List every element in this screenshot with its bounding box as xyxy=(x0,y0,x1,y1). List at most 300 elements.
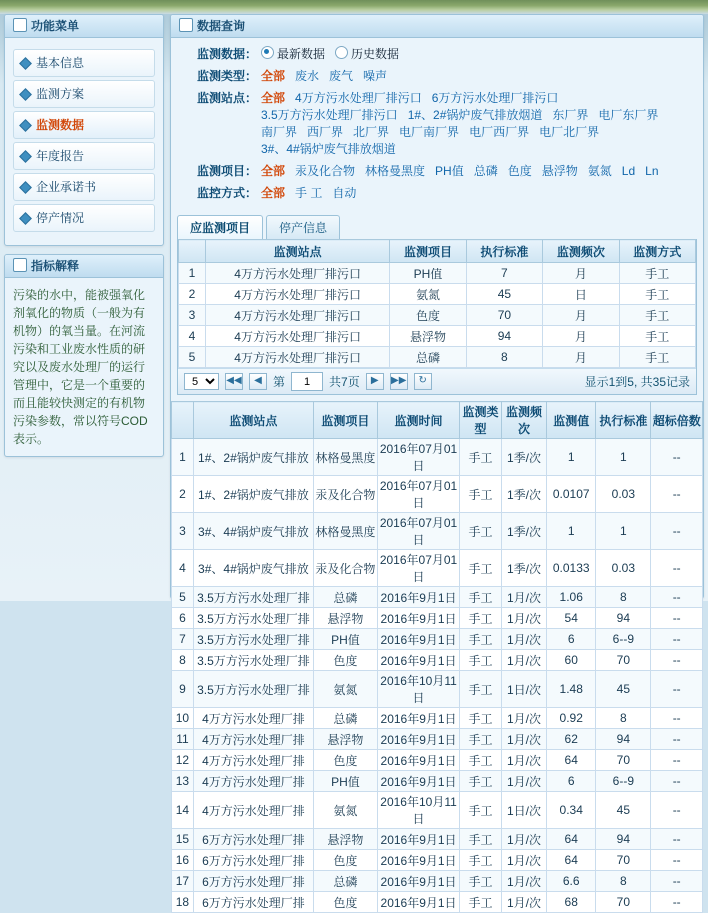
sidebar-item-2[interactable] xyxy=(13,111,155,139)
table-cell: 2016年10月11日 xyxy=(377,671,459,708)
table-cell: 汞及化合物 xyxy=(313,550,377,587)
table-cell: 7 xyxy=(466,263,542,284)
table-cell: 2016年07月01日 xyxy=(377,513,459,550)
page-title: 数据查询 xyxy=(197,19,246,33)
query-option-3-4[interactable]: 总磷 xyxy=(473,164,498,178)
table-cell: 4 xyxy=(179,326,206,347)
table-cell: 氨氮 xyxy=(390,284,466,305)
table-cell: -- xyxy=(651,650,703,671)
column-header: 执行标准 xyxy=(596,402,651,439)
table-row[interactable] xyxy=(172,671,703,708)
column-header: 监测项目 xyxy=(313,402,377,439)
table-cell: 1月/次 xyxy=(501,729,546,750)
table-cell: -- xyxy=(651,671,703,708)
table-cell: 总磷 xyxy=(390,347,466,368)
table-cell: -- xyxy=(651,708,703,729)
table-cell: 3.5万方污水处理厂排 xyxy=(193,650,313,671)
sidebar-item-label: 基本信息 xyxy=(36,56,85,70)
table-cell: PH值 xyxy=(390,263,466,284)
table-cell: 汞及化合物 xyxy=(313,476,377,513)
table-cell: 手工 xyxy=(460,476,502,513)
query-option-2-3[interactable]: 3.5万方污水处理厂排污口 xyxy=(261,108,398,122)
table-cell: 45 xyxy=(466,284,542,305)
sidebar-item-5[interactable] xyxy=(13,204,155,232)
table-cell: 手工 xyxy=(460,708,502,729)
table-cell: -- xyxy=(651,829,703,850)
query-option-2-4[interactable]: 1#、2#锅炉废气排放烟道 xyxy=(407,108,543,122)
table-cell: 60 xyxy=(547,650,596,671)
radio-icon[interactable] xyxy=(335,46,348,59)
column-header xyxy=(179,240,206,263)
table-row[interactable] xyxy=(172,476,703,513)
query-option-2-0[interactable]: 全部 xyxy=(261,91,286,105)
table-cell: 70 xyxy=(596,892,651,913)
query-option-2-12[interactable]: 电厂北厂界 xyxy=(539,125,600,139)
table-cell: 色度 xyxy=(390,305,466,326)
table-row[interactable] xyxy=(179,347,696,368)
table-cell: 2016年9月1日 xyxy=(377,608,459,629)
table-cell: 70 xyxy=(466,305,542,326)
diamond-icon xyxy=(19,212,32,225)
table-cell: 94 xyxy=(596,608,651,629)
menu-icon xyxy=(13,18,27,32)
query-row-2 xyxy=(181,90,693,158)
table-cell: PH值 xyxy=(313,771,377,792)
table-cell: 日 xyxy=(543,284,619,305)
table-cell: 总磷 xyxy=(313,708,377,729)
first-page-button[interactable]: ◀◀ xyxy=(225,373,243,390)
table-row[interactable] xyxy=(172,650,703,671)
diamond-icon xyxy=(19,119,32,132)
table-cell: -- xyxy=(651,608,703,629)
table-cell: 0.0107 xyxy=(547,476,596,513)
table-cell: 15 xyxy=(172,829,194,850)
table-cell: 70 xyxy=(596,850,651,871)
table-cell: 6万方污水处理厂排 xyxy=(193,892,313,913)
table-cell: 6 xyxy=(172,608,194,629)
table-cell: 1季/次 xyxy=(501,550,546,587)
table-row[interactable] xyxy=(179,263,696,284)
sidebar-item-label: 监测数据 xyxy=(36,118,85,132)
query-option-2-7[interactable]: 南厂界 xyxy=(261,125,298,139)
table-cell: 1月/次 xyxy=(501,587,546,608)
table-cell: 总磷 xyxy=(313,587,377,608)
table-row[interactable] xyxy=(179,326,696,347)
data-query-panel xyxy=(170,14,704,910)
table-cell: 悬浮物 xyxy=(390,326,466,347)
sidebar-item-0[interactable] xyxy=(13,49,155,77)
upper-table-pager xyxy=(178,368,696,394)
table-cell: 3#、4#锅炉废气排放 xyxy=(193,550,313,587)
query-option-3-3[interactable]: PH值 xyxy=(435,164,464,178)
table-cell: 手工 xyxy=(460,671,502,708)
table-cell: 2 xyxy=(172,476,194,513)
table-row[interactable] xyxy=(172,550,703,587)
table-cell: 0.03 xyxy=(596,476,651,513)
query-option-4-0[interactable]: 全部 xyxy=(261,186,286,200)
table-cell: 4万方污水处理厂排污口 xyxy=(206,263,390,284)
table-cell: 2016年9月1日 xyxy=(377,829,459,850)
table-cell: 1 xyxy=(172,439,194,476)
query-filter-form xyxy=(171,38,703,213)
table-row[interactable] xyxy=(172,439,703,476)
table-row[interactable] xyxy=(172,771,703,792)
table-cell: 1月/次 xyxy=(501,629,546,650)
table-cell: 70 xyxy=(596,650,651,671)
table-cell: 0.03 xyxy=(596,550,651,587)
column-header: 监测站点 xyxy=(206,240,390,263)
query-row-label: 监测站点： xyxy=(196,91,257,105)
column-header: 执行标准 xyxy=(466,240,542,263)
table-cell: -- xyxy=(651,750,703,771)
query-option-3-7[interactable]: 氨氮 xyxy=(587,164,612,178)
function-menu-title: 功能菜单 xyxy=(31,19,80,33)
table-cell: 11 xyxy=(172,729,194,750)
table-cell: 64 xyxy=(547,829,596,850)
query-row-4 xyxy=(181,185,693,202)
monitoring-items-table xyxy=(178,239,696,368)
query-option-label: 最新数据 xyxy=(277,47,326,61)
table-cell: 悬浮物 xyxy=(313,608,377,629)
table-row[interactable] xyxy=(172,750,703,771)
column-header: 超标倍数 xyxy=(651,402,703,439)
column-header xyxy=(172,402,194,439)
prev-page-button[interactable]: ◀ xyxy=(249,373,267,390)
table-cell: 手工 xyxy=(460,650,502,671)
table-cell: 4万方污水处理厂排 xyxy=(193,792,313,829)
table-cell: 8 xyxy=(172,650,194,671)
sidebar-item-1[interactable] xyxy=(13,80,155,108)
table-row[interactable] xyxy=(179,305,696,326)
table-cell: 5 xyxy=(172,587,194,608)
table-cell: 16 xyxy=(172,850,194,871)
table-cell: 1日/次 xyxy=(501,671,546,708)
table-cell: -- xyxy=(651,587,703,608)
total-pages-label: 共7页 xyxy=(329,375,360,389)
tab-0[interactable]: 应监测项目 xyxy=(177,215,263,239)
query-option-2-6[interactable]: 电厂东厂界 xyxy=(598,108,659,122)
table-cell: 林格曼黑度 xyxy=(313,513,377,550)
table-cell: 手工 xyxy=(619,347,695,368)
decorative-banner xyxy=(0,0,708,14)
column-header: 监测频次 xyxy=(543,240,619,263)
table-cell: 手工 xyxy=(460,550,502,587)
record-summary: 显示1到5, 共35记录 xyxy=(584,375,690,389)
sidebar-item-4[interactable] xyxy=(13,173,155,201)
table-cell: 4万方污水处理厂排 xyxy=(193,729,313,750)
table-cell: 4万方污水处理厂排 xyxy=(193,771,313,792)
query-option-2-13[interactable]: 3#、4#锅炉废气排放烟道 xyxy=(261,142,396,156)
query-row-label: 监测数据： xyxy=(196,47,257,61)
table-row[interactable] xyxy=(172,792,703,829)
query-option-1-0[interactable]: 全部 xyxy=(261,69,286,83)
sidebar-item-3[interactable] xyxy=(13,142,155,170)
query-option-2-9[interactable]: 北厂界 xyxy=(353,125,390,139)
table-cell: 2016年9月1日 xyxy=(377,871,459,892)
tab-bar xyxy=(171,213,703,239)
query-option-1-3[interactable]: 噪声 xyxy=(363,69,388,83)
table-cell: 3.5万方污水处理厂排 xyxy=(193,629,313,650)
table-cell: 6万方污水处理厂排 xyxy=(193,850,313,871)
column-header: 监测方式 xyxy=(619,240,695,263)
query-option-label: 历史数据 xyxy=(351,47,400,61)
table-cell: -- xyxy=(651,771,703,792)
table-cell: 4 xyxy=(172,550,194,587)
sidebar-item-label: 年度报告 xyxy=(36,149,85,163)
function-menu-panel xyxy=(4,14,164,246)
table-row[interactable] xyxy=(179,284,696,305)
table-cell: 8 xyxy=(596,587,651,608)
table-cell: -- xyxy=(651,892,703,913)
table-cell: 2016年9月1日 xyxy=(377,650,459,671)
table-cell: 1季/次 xyxy=(501,439,546,476)
sidebar-item-label: 停产情况 xyxy=(36,211,85,225)
table-cell: 2016年9月1日 xyxy=(377,750,459,771)
table-cell: 悬浮物 xyxy=(313,829,377,850)
table-cell: 6万方污水处理厂排 xyxy=(193,871,313,892)
column-header: 监测项目 xyxy=(390,240,466,263)
table-cell: 94 xyxy=(596,729,651,750)
table-cell: 13 xyxy=(172,771,194,792)
table-cell: 手工 xyxy=(460,792,502,829)
table-cell: 4万方污水处理厂排污口 xyxy=(206,284,390,305)
refresh-button[interactable]: ↻ xyxy=(414,373,432,390)
table-cell: 2016年9月1日 xyxy=(377,771,459,792)
table-cell: 1 xyxy=(179,263,206,284)
table-cell: 2016年07月01日 xyxy=(377,476,459,513)
query-row-3 xyxy=(181,163,693,180)
table-cell: 3.5万方污水处理厂排 xyxy=(193,608,313,629)
main-frame xyxy=(4,14,704,910)
table-cell: 总磷 xyxy=(313,871,377,892)
table-cell: 悬浮物 xyxy=(313,729,377,750)
table-row[interactable] xyxy=(172,513,703,550)
query-option-3-1[interactable]: 汞及化合物 xyxy=(295,164,356,178)
table-cell: 6--9 xyxy=(596,629,651,650)
page-size-select[interactable] xyxy=(184,373,219,390)
table-cell: 1月/次 xyxy=(501,871,546,892)
table-cell: 3.5万方污水处理厂排 xyxy=(193,587,313,608)
table-cell: 1#、2#锅炉废气排放 xyxy=(193,439,313,476)
table-cell: 6--9 xyxy=(596,771,651,792)
table-cell: 手工 xyxy=(460,729,502,750)
diamond-icon xyxy=(19,57,32,70)
table-row[interactable] xyxy=(172,729,703,750)
table-cell: 1 xyxy=(596,513,651,550)
table-cell: 月 xyxy=(543,326,619,347)
table-cell: -- xyxy=(651,850,703,871)
query-option-2-5[interactable]: 东厂界 xyxy=(552,108,589,122)
table-cell: 14 xyxy=(172,792,194,829)
table-cell: 8 xyxy=(596,708,651,729)
table-row[interactable] xyxy=(172,871,703,892)
table-cell: 色度 xyxy=(313,892,377,913)
table-cell: 手工 xyxy=(619,326,695,347)
table-cell: 2016年9月1日 xyxy=(377,708,459,729)
table-cell: PH值 xyxy=(313,629,377,650)
table-cell: 手工 xyxy=(460,587,502,608)
table-cell: 94 xyxy=(596,829,651,850)
table-cell: 0.0133 xyxy=(547,550,596,587)
table-cell: -- xyxy=(651,550,703,587)
table-cell: -- xyxy=(651,729,703,750)
table-cell: 9 xyxy=(172,671,194,708)
table-cell: -- xyxy=(651,513,703,550)
query-option-3-9[interactable]: Ln xyxy=(645,164,659,178)
table-cell: 手工 xyxy=(460,871,502,892)
table-cell: 6 xyxy=(547,771,596,792)
table-cell: 2016年10月11日 xyxy=(377,792,459,829)
table-cell: 1.48 xyxy=(547,671,596,708)
radio-icon[interactable] xyxy=(261,46,274,59)
column-header: 监测值 xyxy=(547,402,596,439)
table-cell: 手工 xyxy=(460,629,502,650)
query-row-label: 监测项目： xyxy=(196,164,257,178)
table-cell: 2016年07月01日 xyxy=(377,550,459,587)
table-cell: 0.92 xyxy=(547,708,596,729)
table-row[interactable] xyxy=(172,608,703,629)
query-row-label: 监测类型： xyxy=(196,69,257,83)
table-cell: 45 xyxy=(596,671,651,708)
query-row-options xyxy=(261,185,693,202)
table-cell: 3 xyxy=(179,305,206,326)
table-cell: 1 xyxy=(547,513,596,550)
table-cell: 1月/次 xyxy=(501,850,546,871)
query-option-3-2[interactable]: 林格曼黑度 xyxy=(365,164,426,178)
function-menu-header xyxy=(5,15,163,38)
table-cell: 45 xyxy=(596,792,651,829)
monitoring-data-table xyxy=(171,401,703,913)
table-cell: 1季/次 xyxy=(501,513,546,550)
table-cell: 8 xyxy=(466,347,542,368)
table-cell: 手工 xyxy=(460,439,502,476)
table-cell: 7 xyxy=(172,629,194,650)
table-cell: 手工 xyxy=(460,892,502,913)
table-cell: 6 xyxy=(547,629,596,650)
table-cell: 1月/次 xyxy=(501,829,546,850)
query-option-0-0[interactable] xyxy=(261,47,325,61)
table-cell: 2016年9月1日 xyxy=(377,729,459,750)
query-option-0-1[interactable] xyxy=(335,47,399,61)
table-cell: 1月/次 xyxy=(501,608,546,629)
query-row-0 xyxy=(181,46,693,63)
table-cell: 2 xyxy=(179,284,206,305)
table-icon xyxy=(179,18,193,32)
sidebar-item-label: 企业承诺书 xyxy=(36,180,97,194)
query-option-1-2[interactable]: 废气 xyxy=(329,69,354,83)
query-option-3-5[interactable]: 色度 xyxy=(507,164,532,178)
table-cell: -- xyxy=(651,439,703,476)
table-cell: 6万方污水处理厂排 xyxy=(193,829,313,850)
table-cell: 1 xyxy=(596,439,651,476)
query-row-options xyxy=(261,68,693,85)
table-cell: 54 xyxy=(547,608,596,629)
next-page-button[interactable]: ▶ xyxy=(366,373,384,390)
table-cell: 8 xyxy=(596,871,651,892)
table-cell: 62 xyxy=(547,729,596,750)
table-cell: -- xyxy=(651,476,703,513)
table-cell: 0.34 xyxy=(547,792,596,829)
table-cell: 2016年9月1日 xyxy=(377,892,459,913)
table-row[interactable] xyxy=(172,850,703,871)
table-row[interactable] xyxy=(172,629,703,650)
table-cell: 氨氮 xyxy=(313,792,377,829)
table-cell: 色度 xyxy=(313,650,377,671)
table-row[interactable] xyxy=(172,892,703,913)
table-cell: 1月/次 xyxy=(501,750,546,771)
query-option-4-1[interactable]: 手 工 xyxy=(295,186,323,200)
table-cell: 手工 xyxy=(619,284,695,305)
table-cell: 1月/次 xyxy=(501,771,546,792)
content-area xyxy=(170,14,704,910)
table-cell: 3 xyxy=(172,513,194,550)
table-cell: 64 xyxy=(547,850,596,871)
sidebar-menu-list xyxy=(5,38,163,245)
table-row[interactable] xyxy=(172,829,703,850)
query-option-2-11[interactable]: 电厂西厂界 xyxy=(469,125,530,139)
table-cell: 月 xyxy=(543,305,619,326)
table-cell: 68 xyxy=(547,892,596,913)
indicator-explain-text: 污染的水中，能被强氧化剂氧化的物质（一般为有机物）的氧当量。在河流污染和工业废水性质的研究以及废水处理厂的运行管理中，它是一个重要的而且能较快测定的有机物污染参数，常以符号COD表示。 xyxy=(13,288,148,446)
indicator-explain-title: 指标解释 xyxy=(31,259,80,273)
data-query-header xyxy=(171,15,703,38)
query-option-2-10[interactable]: 电厂南厂界 xyxy=(399,125,460,139)
query-option-1-1[interactable]: 废水 xyxy=(295,69,320,83)
table-row[interactable] xyxy=(172,708,703,729)
column-header: 监测时间 xyxy=(377,402,459,439)
table-cell: 1月/次 xyxy=(501,892,546,913)
table-cell: 林格曼黑度 xyxy=(313,439,377,476)
table-cell: 1.06 xyxy=(547,587,596,608)
query-option-3-0[interactable]: 全部 xyxy=(261,164,286,178)
table-row[interactable] xyxy=(172,587,703,608)
tab-1[interactable]: 停产信息 xyxy=(266,215,340,239)
table-cell: 1 xyxy=(547,439,596,476)
table-cell: 6.6 xyxy=(547,871,596,892)
query-option-2-1[interactable]: 4万方污水处理厂排污口 xyxy=(295,91,422,105)
lower-table-wrap xyxy=(171,401,703,913)
table-cell: 3.5万方污水处理厂排 xyxy=(193,671,313,708)
query-row-options xyxy=(261,163,693,180)
table-cell: 4万方污水处理厂排 xyxy=(193,708,313,729)
table-cell: 2016年9月1日 xyxy=(377,850,459,871)
table-cell: 月 xyxy=(543,263,619,284)
query-option-2-2[interactable]: 6万方污水处理厂排污口 xyxy=(431,91,559,105)
diamond-icon xyxy=(19,181,32,194)
sidebar-item-label: 监测方案 xyxy=(36,87,85,101)
diamond-icon xyxy=(19,150,32,163)
table-cell: 17 xyxy=(172,871,194,892)
table-cell: 手工 xyxy=(460,608,502,629)
table-cell: 手工 xyxy=(460,829,502,850)
indicator-explain-panel xyxy=(4,254,164,457)
table-cell: 2016年07月01日 xyxy=(377,439,459,476)
query-option-2-8[interactable]: 西厂界 xyxy=(307,125,344,139)
query-option-3-8[interactable]: Ld xyxy=(621,164,636,178)
query-option-3-6[interactable]: 悬浮物 xyxy=(541,164,578,178)
table-cell: 10 xyxy=(172,708,194,729)
table-cell: 手工 xyxy=(619,305,695,326)
query-row-options xyxy=(261,46,693,63)
page-label: 第 xyxy=(273,375,286,389)
page-number-input[interactable] xyxy=(291,372,323,391)
query-option-4-2[interactable]: 自动 xyxy=(332,186,357,200)
last-page-button[interactable]: ▶▶ xyxy=(390,373,408,390)
table-cell: 64 xyxy=(547,750,596,771)
table-cell: -- xyxy=(651,871,703,892)
table-cell: 1季/次 xyxy=(501,476,546,513)
table-cell: 1月/次 xyxy=(501,650,546,671)
